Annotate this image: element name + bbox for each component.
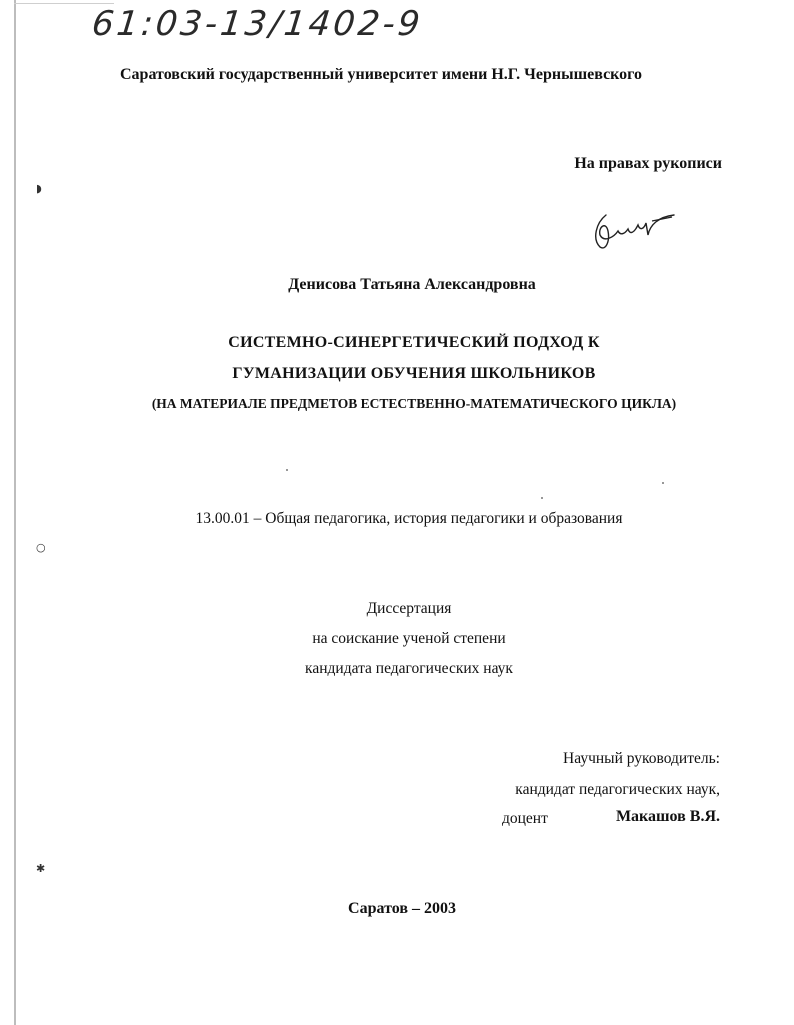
scan-speck (541, 497, 543, 499)
advisor-rank: доцент (502, 810, 548, 827)
author-name: Денисова Татьяна Александровна (288, 276, 536, 293)
scan-mark-icon: ◗ (36, 182, 42, 195)
degree-name: кандидата педагогических наук (305, 660, 513, 677)
specialty-code: 13.00.01 – Общая педагогика, история педагогики и образования (195, 510, 623, 527)
dissertation-label: Диссертация (366, 600, 452, 617)
dissertation-subtitle: (НА МАТЕРИАЛЕ ПРЕДМЕТОВ ЕСТЕСТВЕННО-МАТЕМАТИЧЕСКОГО ЦИКЛА) (151, 396, 677, 411)
dissertation-title-line-1: СИСТЕМНО-СИНЕРГЕТИЧЕСКИЙ ПОДХОД К (228, 334, 600, 351)
scan-speck (286, 469, 288, 471)
scan-speck (662, 482, 664, 484)
advisor-name: Макашов В.Я. (615, 808, 720, 825)
city-year: Саратов – 2003 (348, 900, 456, 917)
advisor-label: Научный руководитель: (563, 750, 720, 767)
archive-code: 61:03-13/1402-9 (90, 4, 425, 44)
scan-mark-icon: ○ (36, 541, 46, 554)
dissertation-title-line-2: ГУМАНИЗАЦИИ ОБУЧЕНИЯ ШКОЛЬНИКОВ (232, 365, 596, 382)
manuscript-rights: На правах рукописи (574, 155, 722, 172)
scan-mark-icon: ✱ (36, 862, 46, 875)
university-name: Саратовский государственный университет имени Н.Г. Чернышевского (120, 66, 643, 83)
signature-icon (588, 205, 678, 255)
degree-purpose: на соискание ученой степени (312, 630, 506, 647)
advisor-degree: кандидат педагогических наук, (515, 781, 720, 798)
